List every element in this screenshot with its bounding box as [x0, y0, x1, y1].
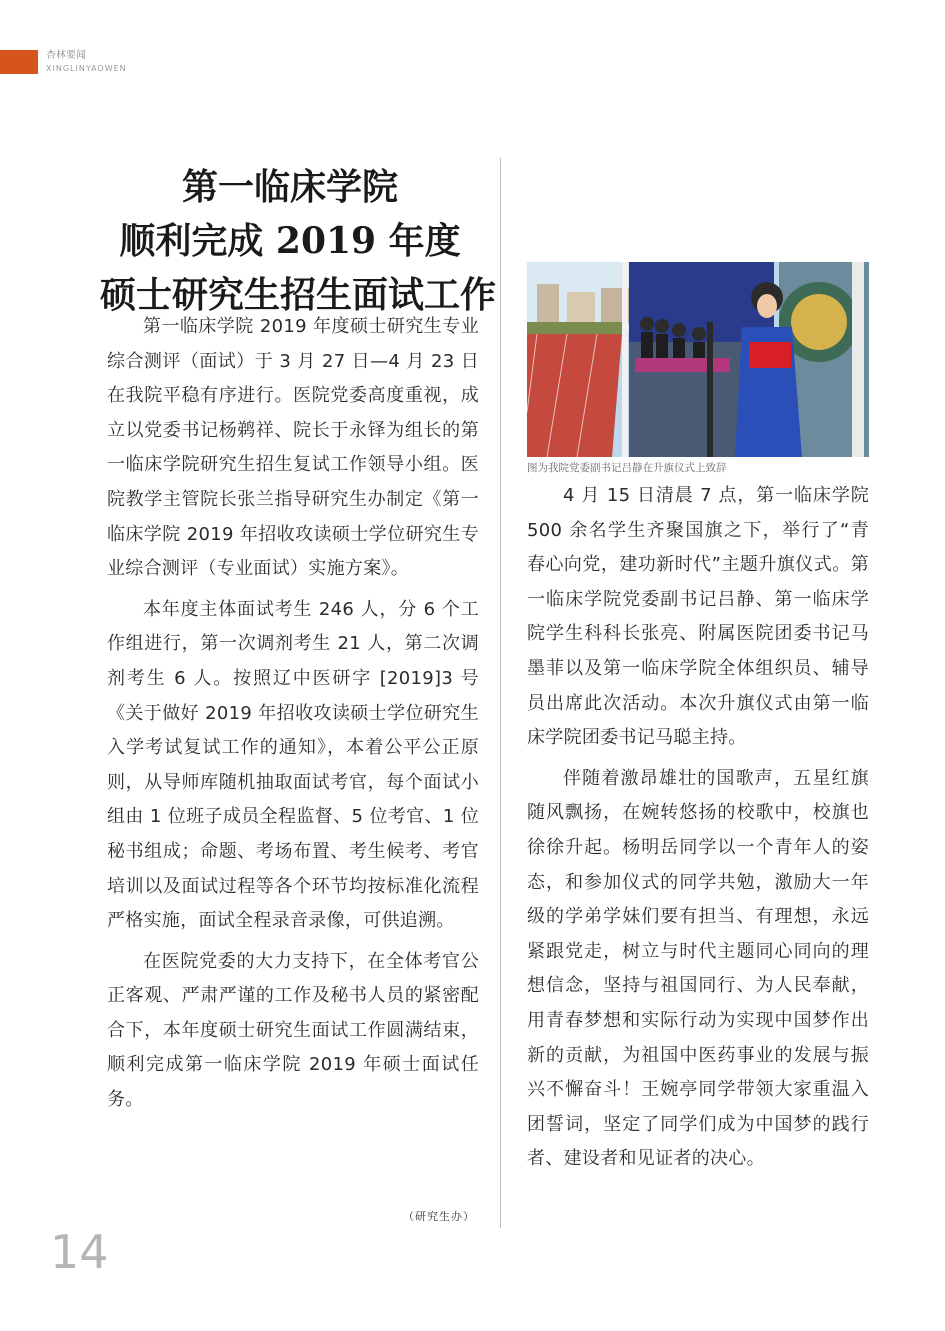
paragraph: 在医院党委的大力支持下，在全体考官公正客观、严肃严谨的工作及秘书人员的紧密配合下，本年度硕士研究生面试工作圆满结束，顺利完成第一临床学院 2019 年硕士面试任务。 — [107, 950, 479, 1111]
photo-illustration — [527, 262, 869, 457]
title-line-1: 第一临床学院 — [181, 166, 398, 208]
article-signoff: （研究生办） — [403, 1210, 475, 1223]
flag-ceremony-photo — [527, 262, 869, 457]
section-title-pinyin: XINGLINYAOWEN — [46, 64, 127, 73]
paragraph: 第一临床学院 2019 年度硕士研究生专业综合测评（面试）于 3 月 27 日—4 月 23 日在我院平稳有序进行。医院党委高度重视，成立以党委书记杨鹈祥、院长于永铎为组长的第一临床学院研究生招生复试工作领导小组。医院教学主管院长张兰指导研究生办制定《第一临床学院 2019 年招收攻读硕士学位研究生专业综合测评（专业面试）实施方案》。 — [107, 316, 479, 580]
photo-caption: 图为我院党委副书记吕静在升旗仪式上致辞 — [527, 462, 727, 474]
section-color-tab — [0, 50, 38, 74]
page-number: 14 — [50, 1225, 109, 1279]
title-line-3: 硕士研究生招生面试工作 — [100, 274, 497, 316]
column-divider — [500, 158, 501, 1228]
section-title: 杏林要闻 — [46, 50, 86, 61]
paragraph: 4 月 15 日清晨 7 点，第一临床学院 500 余名学生齐聚国旗之下，举行了“青春心向党，建功新时代”主题升旗仪式。第一临床学院党委副书记吕静、第一临床学院学生科科长张亮、附属医院团委书记马墨菲以及第一临床学院全体组织员、辅导员出席此次活动。本次升旗仪式由第一临床学院团委书记马聪主持。 — [527, 485, 869, 749]
right-column — [527, 479, 869, 1177]
paragraph: 伴随着激昂雄壮的国歌声，五星红旗随风飘扬，在婉转悠扬的校歌中，校旗也徐徐升起。杨明岳同学以一个青年人的姿态，和参加仪式的同学共勉，激励大一年级的学弟学妹们要有担当、有理想，永远紧跟党走，树立与时代主题同心同向的理想信念，坚持与祖国同行、为人民奉献，用青春梦想和实际行动为实现中国梦作出新的贡献，为祖国中医药事业的发展与振兴不懈奋斗！王婉亭同学带领大家重温入团誓词，坚定了同学们成为中国梦的践行者、建设者和见证者的决心。 — [527, 767, 869, 1170]
left-column — [107, 310, 479, 1118]
article-title — [100, 160, 497, 322]
title-line-2: 顺利完成 2019 年度 — [119, 220, 461, 262]
paragraph: 本年度主体面试考生 246 人，分 6 个工作组进行，第一次调剂考生 21 人，第二次调剂考生 6 人。按照辽中医研字 [2019]3 号《关于做好 2019 年招收攻读硕士学位研究生入学考试复试工作的通知》，本着公平公正原则，从导师库随机抽取面试考官，每个面试小组由 1 位班子成员全程监督、5 位考官、1 位秘书组成；命题、考场布置、考生候考、考官培训以及面试过程等各个环节均按标准化流程严格实施，面试全程录音录像，可供追溯。 — [107, 598, 479, 932]
